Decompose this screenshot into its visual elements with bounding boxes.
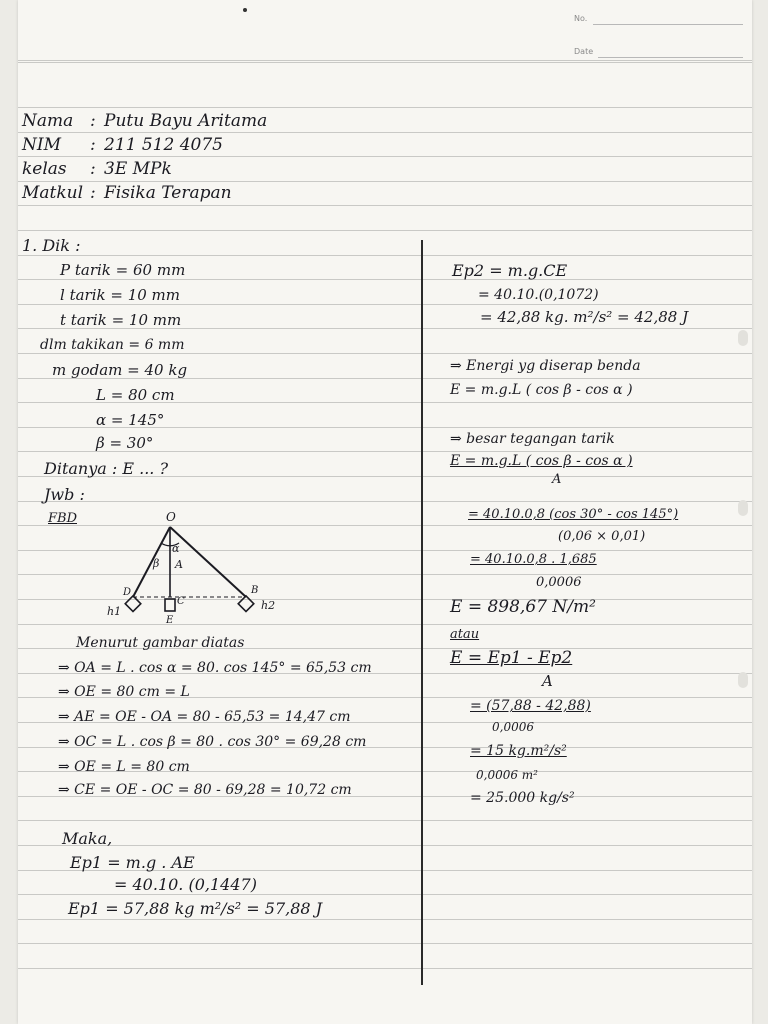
- alt-den: A: [542, 672, 553, 690]
- notebook-rule: [18, 255, 752, 256]
- identity-value: Fisika Terapan: [104, 183, 232, 203]
- no-line: [593, 24, 743, 25]
- identity-label: kelas: [22, 159, 67, 179]
- label-d: D: [123, 587, 132, 598]
- fbd-label: FBD: [48, 511, 77, 526]
- notebook-rule: [18, 894, 752, 895]
- notebook-rule: [18, 820, 752, 821]
- identity-value: Putu Bayu Aritama: [104, 111, 268, 131]
- notebook-rule: [18, 230, 752, 231]
- header-rule: [18, 62, 752, 63]
- identity-label: NIM: [22, 135, 61, 155]
- hammer-left: [125, 596, 141, 612]
- ep1-line: Ep1 = 57,88 kg m²/s² = 57,88 J: [68, 899, 323, 918]
- identity-value: 211 512 4075: [104, 135, 223, 155]
- notebook-rule: [18, 845, 752, 846]
- label-h1: h1: [107, 605, 122, 618]
- hammer-right: [238, 596, 254, 612]
- ep2-line: Ep2 = m.g.CE: [452, 261, 568, 280]
- label-beta: β: [153, 557, 160, 570]
- atau-label: atau: [450, 627, 480, 642]
- calc-step: ⇒ OE = L = 80 cm: [58, 759, 190, 775]
- menurut-line: Menurut gambar diatas: [76, 635, 245, 651]
- header-rule: [18, 60, 752, 61]
- no-label: No.: [574, 14, 588, 23]
- identity-colon: :: [90, 111, 96, 131]
- given-item: L = 80 cm: [96, 386, 175, 404]
- notebook-page: [18, 0, 752, 1024]
- energi-title: ⇒ Energi yg diserap benda: [450, 358, 641, 374]
- notebook-rule: [18, 304, 752, 305]
- result-line: E = 898,67 N/m²: [450, 597, 596, 617]
- binder-hole: [738, 500, 748, 516]
- given-item: m godam = 40 kg: [52, 361, 188, 379]
- notebook-rule: [18, 968, 752, 969]
- pendulum-diagram: [103, 505, 313, 625]
- column-divider: [421, 240, 423, 985]
- pendulum-arm-left: [133, 527, 170, 597]
- alt2-den: 0,0006 m²: [476, 768, 538, 782]
- notebook-rule: [18, 156, 752, 157]
- identity-colon: :: [90, 135, 96, 155]
- label-e: E: [166, 615, 174, 625]
- notebook-rule: [18, 279, 752, 280]
- label-b: B: [251, 585, 259, 596]
- calc-step: ⇒ OA = L . cos α = 80. cos 145° = 65,53 cm: [58, 660, 372, 676]
- notebook-rule: [18, 181, 752, 182]
- label-h2: h2: [261, 599, 276, 612]
- calc-step: ⇒ AE = OE - OA = 80 - 65,53 = 14,47 cm: [58, 709, 351, 725]
- given-item: P tarik = 60 mm: [60, 261, 186, 279]
- ep2-line: = 42,88 kg. m²/s² = 42,88 J: [480, 308, 689, 326]
- dik-heading: 1. Dik :: [22, 236, 81, 255]
- label-c: C: [177, 596, 185, 607]
- label-o: O: [166, 510, 176, 524]
- binder-hole: [738, 672, 748, 688]
- ep1-line: Ep1 = m.g . AE: [70, 853, 195, 872]
- identity-value: 3E MPk: [104, 159, 172, 179]
- alt-num: E = Ep1 - Ep2: [450, 648, 573, 668]
- ditanya-line: Ditanya : E ... ?: [44, 459, 169, 478]
- ep1-line: = 40.10. (0,1447): [114, 875, 257, 894]
- notebook-rule: [18, 107, 752, 108]
- notebook-rule: [18, 205, 752, 206]
- label-a: A: [175, 558, 183, 571]
- given-item: t tarik = 10 mm: [60, 311, 182, 329]
- tegangan-formula-num: E = m.g.L ( cos β - cos α ): [450, 453, 633, 469]
- identity-label: Nama: [22, 111, 74, 131]
- notebook-rule: [18, 132, 752, 133]
- given-item: dlm takikan = 6 mm: [40, 337, 185, 353]
- notebook-rule: [18, 943, 752, 944]
- calc-step: ⇒ CE = OE - OC = 80 - 69,28 = 10,72 cm: [58, 782, 352, 798]
- calc1-den: (0,06 × 0,01): [558, 529, 646, 544]
- calc2-num: = 40.10.0,8 . 1,685: [470, 552, 597, 567]
- date-label: Date: [574, 47, 594, 56]
- calc1-num: = 40.10.0,8 (cos 30° - cos 145°): [468, 507, 679, 522]
- calc-step: ⇒ OE = 80 cm = L: [58, 684, 190, 700]
- alt-calc-num: = (57,88 - 42,88): [470, 698, 591, 714]
- calc-step: ⇒ OC = L . cos β = 80 . cos 30° = 69,28 cm: [58, 734, 367, 750]
- jwb-line: Jwb :: [44, 485, 85, 504]
- ink-dot: [243, 8, 247, 12]
- identity-label: Matkul: [22, 183, 84, 203]
- given-item: α = 145°: [96, 411, 165, 429]
- given-item: β = 30°: [96, 434, 154, 452]
- energi-formula: E = m.g.L ( cos β - cos α ): [450, 382, 633, 398]
- date-line: [598, 57, 743, 58]
- label-alpha: α: [172, 542, 180, 555]
- ep2-line: = 40.10.(0,1072): [478, 287, 599, 303]
- given-item: l tarik = 10 mm: [60, 286, 180, 304]
- alt-calc-den: 0,0006: [492, 720, 534, 734]
- identity-colon: :: [90, 183, 96, 203]
- notebook-rule: [18, 501, 752, 502]
- tegangan-title: ⇒ besar tegangan tarik: [450, 431, 615, 447]
- maka-line: Maka,: [62, 829, 113, 848]
- identity-colon: :: [90, 159, 96, 179]
- alt2-num: = 15 kg.m²/s²: [470, 743, 567, 759]
- hammer-bottom: [165, 599, 175, 611]
- notebook-rule: [18, 919, 752, 920]
- tegangan-formula-den: A: [552, 472, 562, 487]
- binder-hole: [738, 330, 748, 346]
- alt-result: = 25.000 kg/s²: [470, 790, 575, 806]
- calc2-den: 0,0006: [536, 575, 582, 590]
